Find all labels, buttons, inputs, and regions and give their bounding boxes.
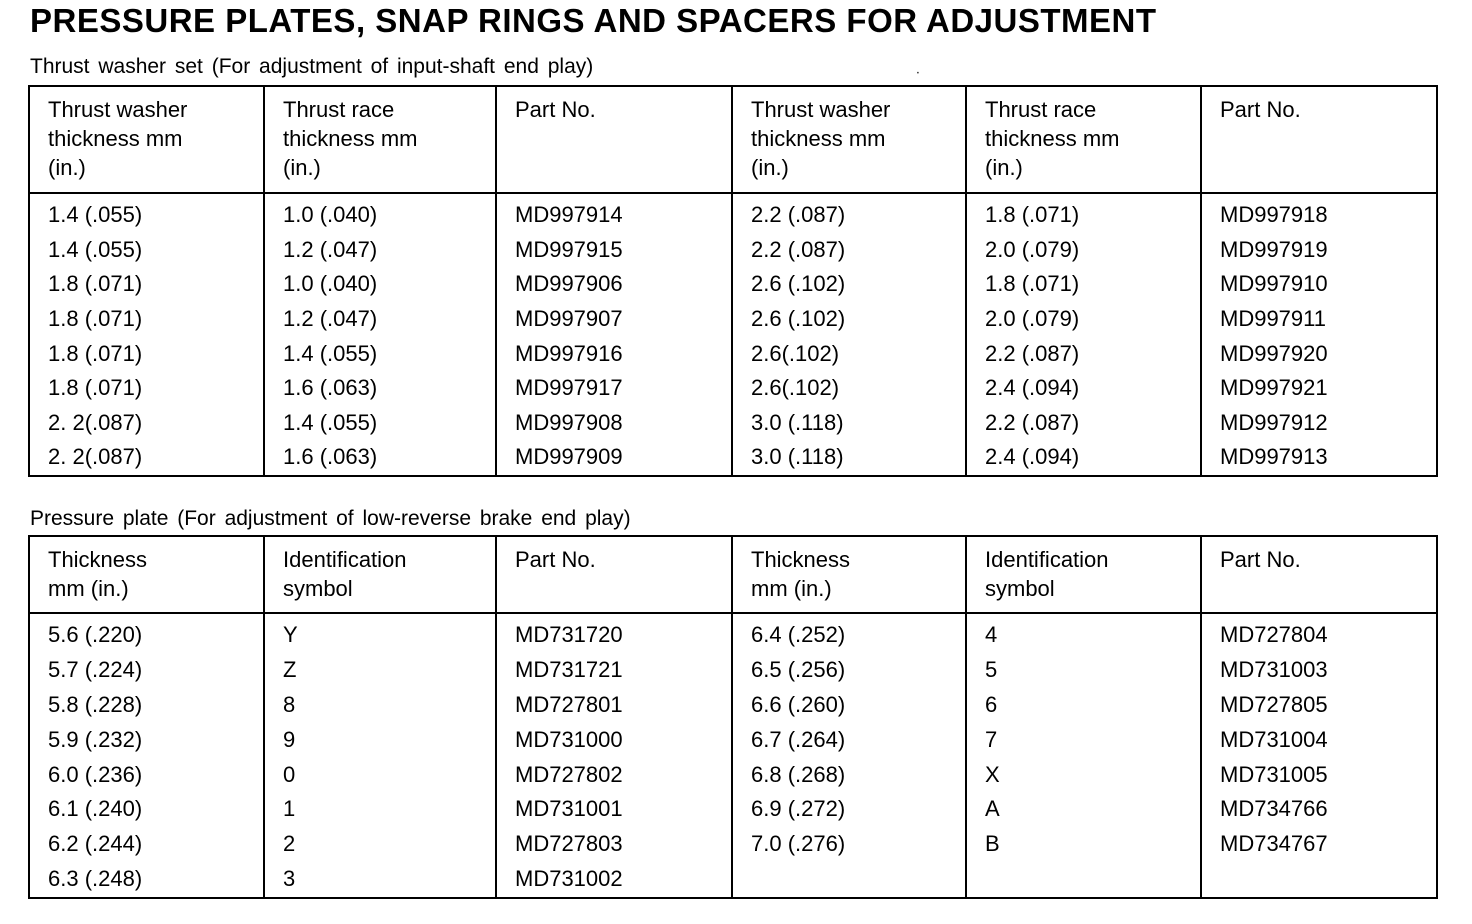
table-cell: MD997907 [496, 302, 732, 337]
table-cell: MD734766 [1201, 792, 1437, 827]
table-cell: 2.4 (.094) [966, 440, 1201, 475]
table-cell: 2.0 (.079) [966, 302, 1201, 337]
table-cell: 6.1 (.240) [29, 792, 264, 827]
table-cell: 3 [264, 862, 496, 897]
thrust-washer-caption: Thrust washer set (For adjustment of input-shaft end play) [30, 55, 594, 78]
table-cell: 1.4 (.055) [264, 337, 496, 372]
table-cell: MD727804 [1201, 613, 1437, 653]
table-row [29, 233, 1437, 268]
table-cell: 2.6(.102) [732, 337, 966, 372]
table-cell [1201, 897, 1437, 898]
table-cell: MD734767 [1201, 827, 1437, 862]
table-cell: 2.6 (.102) [732, 302, 966, 337]
table-row [29, 613, 1437, 653]
table-cell: MD731721 [496, 653, 732, 688]
column-header: Part No. [496, 86, 732, 193]
table-row [29, 267, 1437, 302]
column-header: Part No. [1201, 536, 1437, 613]
table-cell: 5.7 (.224) [29, 653, 264, 688]
table-cell: MD997917 [496, 371, 732, 406]
table-row [29, 406, 1437, 441]
table-cell [966, 897, 1201, 898]
table-cell: MD997912 [1201, 406, 1437, 441]
table-row [29, 827, 1437, 862]
table-cell: 0 [264, 758, 496, 793]
table-cell: MD727805 [1201, 688, 1437, 723]
table-header-row [29, 86, 1437, 193]
table-cell: 7.0 (.276) [732, 827, 966, 862]
table-cell: MD727803 [496, 827, 732, 862]
table-cell: MD727802 [496, 758, 732, 793]
table-cell: MD997914 [496, 193, 732, 233]
table-cell: 6.7 (.264) [732, 723, 966, 758]
table-cell: 6.0 (.236) [29, 758, 264, 793]
table-cell: MD997908 [496, 406, 732, 441]
table-cell: MD731002 [496, 862, 732, 897]
table-row [29, 688, 1437, 723]
table-cell: 1.8 (.071) [29, 267, 264, 302]
table-cell [732, 475, 966, 476]
table-cell: MD997919 [1201, 233, 1437, 268]
table-row [29, 371, 1437, 406]
page-title: PRESSURE PLATES, SNAP RINGS AND SPACERS FOR ADJUSTMENT [30, 2, 1157, 39]
table-cell: 4 [966, 613, 1201, 653]
table-cell: 2.6 (.102) [732, 267, 966, 302]
table-cell: 6.9 (.272) [732, 792, 966, 827]
table-cell: 1.2 (.047) [264, 233, 496, 268]
table-cell: MD997918 [1201, 193, 1437, 233]
table-cell: 1.8 (.071) [29, 337, 264, 372]
table-cell: 5.9 (.232) [29, 723, 264, 758]
table-cell: 1.2 (.047) [264, 302, 496, 337]
table-cell: 8 [264, 688, 496, 723]
table-cell: MD731005 [1201, 758, 1437, 793]
table-cell: 2. 2(.087) [29, 440, 264, 475]
table-cell: MD731004 [1201, 723, 1437, 758]
table-cell: MD731000 [496, 723, 732, 758]
table-cell: MD731001 [496, 792, 732, 827]
table-cell: 2. 2(.087) [29, 406, 264, 441]
column-header: Part No. [496, 536, 732, 613]
table-cell: Y [264, 613, 496, 653]
table-cell: 1.8 (.071) [29, 302, 264, 337]
table-cell: 1.8 (.071) [966, 267, 1201, 302]
table-cell: 6.4 (.252) [732, 613, 966, 653]
table-cell: 1.8 (.071) [966, 193, 1201, 233]
pressure-plate-caption: Pressure plate (For adjustment of low-reverse brake end play) [30, 507, 631, 530]
table-cell: 1.0 (.040) [264, 267, 496, 302]
column-header: Thickness mm (in.) [732, 536, 966, 613]
table-row [29, 758, 1437, 793]
column-header: Thickness mm (in.) [29, 536, 264, 613]
table-cell [29, 475, 264, 476]
table-cell: MD997916 [496, 337, 732, 372]
column-header: Identification symbol [966, 536, 1201, 613]
scan-mark: ‧ [916, 66, 920, 80]
table-cell: 5.8 (.228) [29, 688, 264, 723]
table-cell: 5 [966, 653, 1201, 688]
table-cell: 2.2 (.087) [966, 406, 1201, 441]
table-row [29, 862, 1437, 897]
table-cell [732, 897, 966, 898]
column-header: Part No. [1201, 86, 1437, 193]
table-cell [732, 862, 966, 897]
pressure-plate-table [28, 535, 1438, 899]
table-cell: 6.8 (.268) [732, 758, 966, 793]
table-cell: MD997906 [496, 267, 732, 302]
table-cell: A [966, 792, 1201, 827]
table-cell [29, 897, 264, 898]
table-cell: 3.0 (.118) [732, 440, 966, 475]
table-cell: 2 [264, 827, 496, 862]
table-row [29, 723, 1437, 758]
table-cell: B [966, 827, 1201, 862]
table-row [29, 440, 1437, 475]
table-row [29, 302, 1437, 337]
table-cell: 2.2 (.087) [966, 337, 1201, 372]
table-cell: 1 [264, 792, 496, 827]
table-cell: 3.0 (.118) [732, 406, 966, 441]
table-cell [264, 897, 496, 898]
table-cell: 1.6 (.063) [264, 371, 496, 406]
table-cell [1201, 862, 1437, 897]
filler-row [29, 897, 1437, 898]
table-header-row [29, 536, 1437, 613]
table-cell: 2.6(.102) [732, 371, 966, 406]
table-cell: X [966, 758, 1201, 793]
column-header: Thrust washer thickness mm (in.) [732, 86, 966, 193]
table-cell: MD997909 [496, 440, 732, 475]
column-header: Identification symbol [264, 536, 496, 613]
table-cell [1201, 475, 1437, 476]
table-cell: 2.2 (.087) [732, 233, 966, 268]
table-cell [966, 475, 1201, 476]
table-cell: 9 [264, 723, 496, 758]
table-cell: 6.3 (.248) [29, 862, 264, 897]
table-cell: 1.0 (.040) [264, 193, 496, 233]
table-cell: 2.4 (.094) [966, 371, 1201, 406]
table-cell: MD997911 [1201, 302, 1437, 337]
table-row [29, 653, 1437, 688]
column-header: Thrust race thickness mm (in.) [264, 86, 496, 193]
table-cell: Z [264, 653, 496, 688]
table-cell: MD731720 [496, 613, 732, 653]
table-cell: 2.2 (.087) [732, 193, 966, 233]
table-row [29, 193, 1437, 233]
table-cell [264, 475, 496, 476]
table-cell: 6 [966, 688, 1201, 723]
table-cell: 6.6 (.260) [732, 688, 966, 723]
table-cell: MD731003 [1201, 653, 1437, 688]
table-cell: MD997913 [1201, 440, 1437, 475]
table-cell [966, 862, 1201, 897]
table-cell: MD997921 [1201, 371, 1437, 406]
table-cell: 1.4 (.055) [29, 233, 264, 268]
table-row [29, 337, 1437, 372]
table-cell: MD997910 [1201, 267, 1437, 302]
table-cell: 6.2 (.244) [29, 827, 264, 862]
table-row [29, 792, 1437, 827]
filler-row [29, 475, 1437, 476]
table-cell: 1.6 (.063) [264, 440, 496, 475]
column-header: Thrust race thickness mm (in.) [966, 86, 1201, 193]
table-cell: 1.4 (.055) [264, 406, 496, 441]
table-cell [496, 475, 732, 476]
table-cell [496, 897, 732, 898]
table-cell: 7 [966, 723, 1201, 758]
column-header: Thrust washer thickness mm (in.) [29, 86, 264, 193]
table-cell: MD997915 [496, 233, 732, 268]
table-cell: 1.8 (.071) [29, 371, 264, 406]
table-cell: 2.0 (.079) [966, 233, 1201, 268]
table-cell: 1.4 (.055) [29, 193, 264, 233]
table-cell: MD727801 [496, 688, 732, 723]
table-cell: 6.5 (.256) [732, 653, 966, 688]
table-cell: 5.6 (.220) [29, 613, 264, 653]
table-cell: MD997920 [1201, 337, 1437, 372]
thrust-washer-table [28, 85, 1438, 477]
